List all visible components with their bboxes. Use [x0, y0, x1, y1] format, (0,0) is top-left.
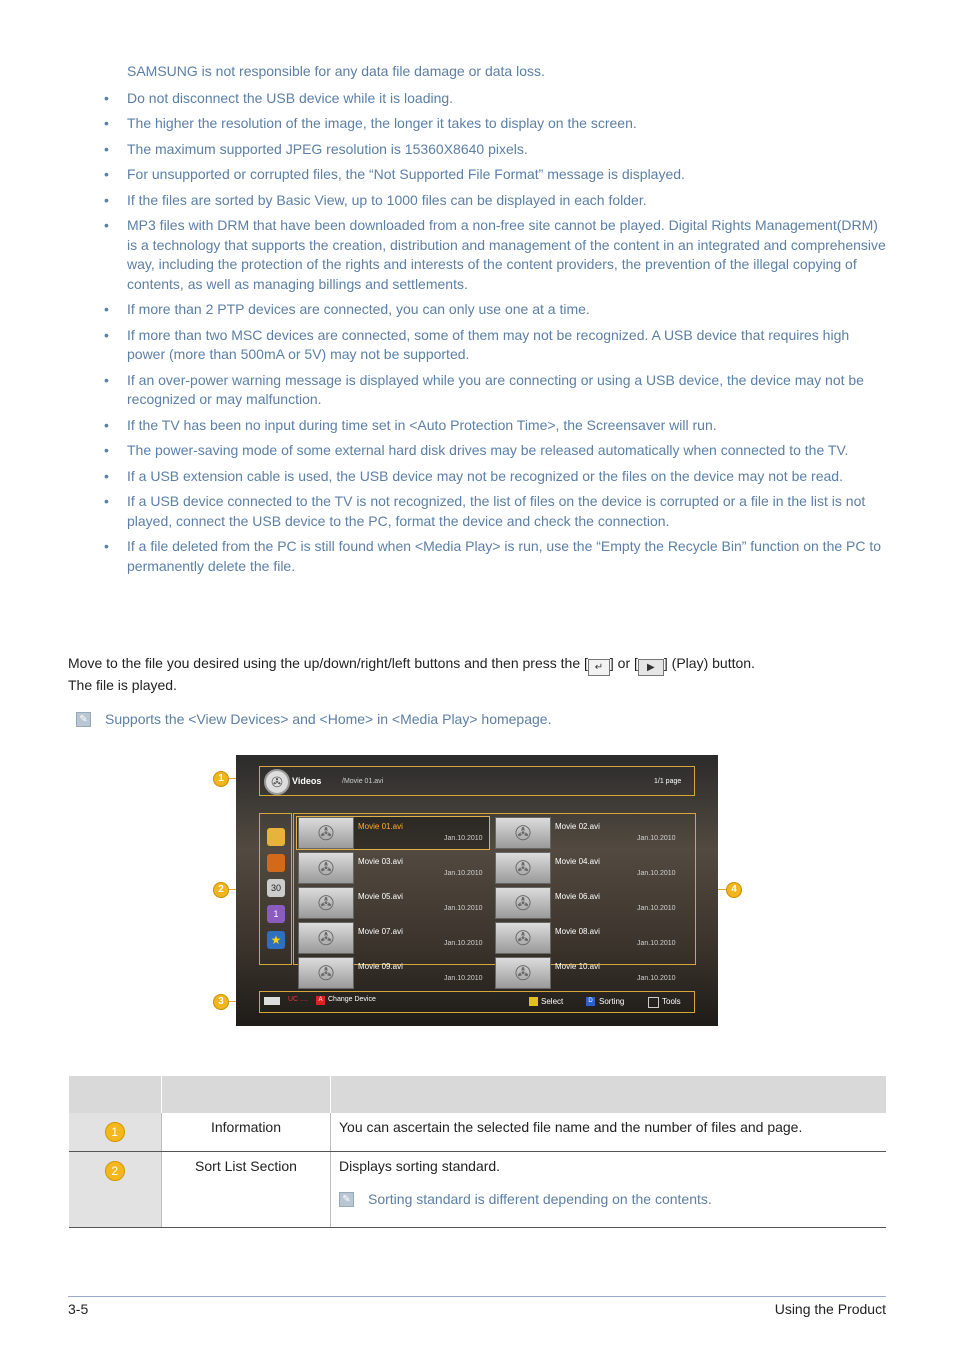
description-table	[68, 1076, 886, 1228]
bullet-text: If the TV has been no input during time set in <Auto Protection Time>, the Screensaver will run.	[127, 416, 717, 433]
table-note-text: Sorting standard is different depending on the contents.	[368, 1190, 712, 1207]
bullet-icon: •	[104, 416, 109, 433]
file-name[interactable]: Movie 02.avi	[555, 822, 600, 831]
bullet-text: MP3 files with DRM that have been downloaded from a non-free site cannot be played. Digital Rights Management(DRM) is a technology that supports the creation, distribution and management of the content in an integrated and comprehensive way, including the protection of the rights and interests of the content providers, the prevention of the illegal copying of contents, as well as managing billings and settlements.	[127, 217, 886, 292]
calendar-icon: 30	[267, 879, 285, 897]
bullet-icon: •	[104, 301, 109, 317]
tv-title: Videos	[292, 776, 322, 786]
video-thumbnail-icon[interactable]: ✇	[298, 852, 354, 884]
callout-marker: 1	[213, 771, 229, 787]
bullet-item	[104, 300, 889, 320]
intro-text: The file is played.	[68, 677, 177, 693]
file-date: Jan.10.2010	[444, 905, 483, 912]
tv-path: /Movie 01.avi	[342, 778, 384, 785]
alpha-sort-icon	[267, 854, 285, 872]
file-date: Jan.10.2010	[444, 940, 483, 947]
header-cell	[69, 1076, 162, 1113]
row-name: Sort List Section	[162, 1151, 331, 1227]
note-hint	[76, 710, 551, 730]
bullet-icon: •	[104, 371, 109, 388]
file-date: Jan.10.2010	[637, 975, 676, 982]
callout-marker: 4	[726, 882, 742, 898]
video-thumbnail-icon[interactable]: ✇	[495, 957, 551, 989]
red-a-key-icon: A	[316, 996, 325, 1005]
calendar-month-icon: 1	[267, 905, 285, 923]
file-date: Jan.10.2010	[637, 870, 676, 877]
bullet-item	[104, 165, 889, 185]
video-thumbnail-icon[interactable]: ✇	[495, 817, 551, 849]
bullet-item	[104, 467, 889, 487]
bullet-text: If a USB device connected to the TV is not recognized, the list of files on the device is corrupted or a file in the list is not played, connect the USB device to the PC, format the device and check the connection.	[127, 493, 866, 529]
bullet-item	[104, 441, 889, 461]
file-name[interactable]: Movie 07.avi	[358, 927, 403, 936]
page-number: 3-5	[68, 1301, 89, 1317]
device-name: UC ....	[288, 996, 308, 1003]
bullet-item	[104, 537, 889, 576]
bullet-item	[104, 191, 889, 211]
play-key-icon: ▶	[638, 659, 664, 676]
file-date: Jan.10.2010	[637, 835, 676, 842]
bullet-text: If an over-power warning message is displayed while you are connecting or using a USB device, the device may not be recognized or may malfunction.	[127, 371, 864, 407]
enter-key-icon: ↵	[588, 659, 610, 676]
section-name: Using the Product	[774, 1301, 886, 1317]
note-icon: ✎	[339, 1192, 354, 1207]
usb-icon	[264, 997, 280, 1005]
video-thumbnail-icon[interactable]: ✇	[495, 852, 551, 884]
footer-divider	[68, 1296, 886, 1297]
video-thumbnail-icon[interactable]: ✇	[298, 887, 354, 919]
bullet-text: If a file deleted from the PC is still found when <Media Play> is run, use the “Empty the Recycle Bin” function on the PC to permanently delete the file.	[127, 538, 882, 574]
video-thumbnail-icon[interactable]: ✇	[495, 887, 551, 919]
bullet-item	[104, 371, 889, 410]
file-name[interactable]: Movie 01.avi	[358, 822, 403, 831]
tools-icon	[648, 997, 659, 1008]
bullet-text: If more than 2 PTP devices are connected, you can only use one at a time.	[127, 301, 590, 317]
file-name[interactable]: Movie 03.avi	[358, 857, 403, 866]
bullet-text: The higher the resolution of the image, the longer it takes to display on the screen.	[127, 115, 637, 131]
bullet-icon: •	[104, 538, 109, 554]
bullet-icon: •	[104, 166, 109, 182]
video-thumbnail-icon[interactable]: ✇	[298, 957, 354, 989]
file-date: Jan.10.2010	[444, 975, 483, 982]
number-badge: 1	[105, 1122, 125, 1142]
row-number	[69, 1113, 162, 1151]
header-cell	[162, 1076, 331, 1113]
tools-label: Tools	[662, 997, 681, 1006]
row-description: You can ascertain the selected file name and the number of files and page.	[331, 1113, 887, 1151]
table-row	[69, 1113, 887, 1151]
bullet-item	[104, 140, 889, 160]
number-badge: 2	[105, 1161, 125, 1181]
bullet-icon: •	[104, 442, 109, 458]
table-note	[339, 1190, 878, 1210]
file-name[interactable]: Movie 08.avi	[555, 927, 600, 936]
row-number	[69, 1151, 162, 1227]
sorting-label: Sorting	[599, 997, 625, 1006]
bullet-text: The maximum supported JPEG resolution is 15360X8640 pixels.	[127, 140, 528, 157]
tv-page: 1/1 page	[654, 778, 682, 785]
note-item: SAMSUNG is not responsible for any data file damage or data loss.	[127, 63, 545, 79]
bullet-icon: •	[104, 493, 109, 509]
bullet-icon: •	[104, 115, 109, 131]
intro-text: ] (Play) button.	[663, 655, 755, 671]
bullet-item	[104, 492, 889, 531]
star-icon: ★	[267, 931, 285, 949]
file-name[interactable]: Movie 06.avi	[555, 892, 600, 901]
table-row	[69, 1151, 887, 1227]
intro-text: ] or [	[609, 655, 638, 671]
bullet-item	[104, 89, 889, 109]
bullet-text: If the files are sorted by Basic View, up to 1000 files can be displayed in each folder.	[127, 191, 647, 208]
film-reel-icon: ✇	[264, 769, 290, 795]
bullet-icon: •	[104, 191, 109, 208]
description-text: Displays sorting standard.	[339, 1157, 501, 1174]
header-cell	[331, 1076, 887, 1113]
bullet-item	[104, 326, 889, 365]
intro-text: Move to the file you desired using the up/down/right/left buttons and then press the [	[68, 655, 588, 671]
table-header	[69, 1076, 887, 1113]
bullet-icon: •	[104, 140, 109, 157]
blue-d-key-icon: D	[586, 997, 595, 1006]
video-thumbnail-icon[interactable]: ✇	[495, 922, 551, 954]
bullet-text: If more than two MSC devices are connected, some of them may not be recognized. A USB device that requires high power (more than 500mA or 5V) may not be supported.	[127, 326, 850, 362]
bullet-text: The power-saving mode of some external hard disk drives may be released automatically when connected to the TV.	[127, 442, 849, 458]
bullet-icon: •	[104, 326, 109, 343]
row-description	[331, 1151, 887, 1227]
bullet-item	[104, 416, 889, 436]
intro-paragraph	[68, 654, 888, 696]
select-label: Select	[541, 997, 564, 1006]
file-name[interactable]: Movie 09.avi	[358, 962, 403, 971]
bullet-icon: •	[104, 217, 109, 233]
callout-marker: 3	[213, 994, 229, 1010]
bullet-item	[104, 216, 889, 294]
bullet-text: If a USB extension cable is used, the USB device may not be recognized or the files on the device may not be read.	[127, 467, 843, 484]
row-name: Information	[162, 1113, 331, 1151]
folder-icon	[267, 828, 285, 846]
change-device-label: Change Device	[328, 996, 376, 1003]
callout-marker: 2	[213, 882, 229, 898]
bullet-icon: •	[104, 89, 109, 106]
file-name[interactable]: Movie 04.avi	[555, 857, 600, 866]
file-date: Jan.10.2010	[637, 905, 676, 912]
hint-text: Supports the <View Devices> and <Home> in <Media Play> homepage.	[105, 711, 552, 727]
file-date: Jan.10.2010	[637, 940, 676, 947]
info-panel	[259, 766, 695, 796]
file-name[interactable]: Movie 05.avi	[358, 892, 403, 901]
file-name[interactable]: Movie 10.avi	[555, 962, 600, 971]
video-thumbnail-icon[interactable]: ✇	[298, 922, 354, 954]
note-icon: ✎	[76, 712, 91, 727]
notes-list	[104, 62, 889, 582]
bullet-text: For unsupported or corrupted files, the “Not Supported File Format” message is displayed.	[127, 166, 685, 182]
file-date: Jan.10.2010	[444, 835, 483, 842]
bullet-text: Do not disconnect the USB device while it is loading.	[127, 89, 454, 106]
video-thumbnail-icon[interactable]: ✇	[298, 817, 354, 849]
enter-key-icon	[529, 997, 538, 1006]
tv-screenshot	[236, 755, 718, 1026]
file-date: Jan.10.2010	[444, 870, 483, 877]
bullet-icon: •	[104, 467, 109, 484]
bullet-item	[104, 114, 889, 134]
bullet-list	[104, 89, 889, 577]
